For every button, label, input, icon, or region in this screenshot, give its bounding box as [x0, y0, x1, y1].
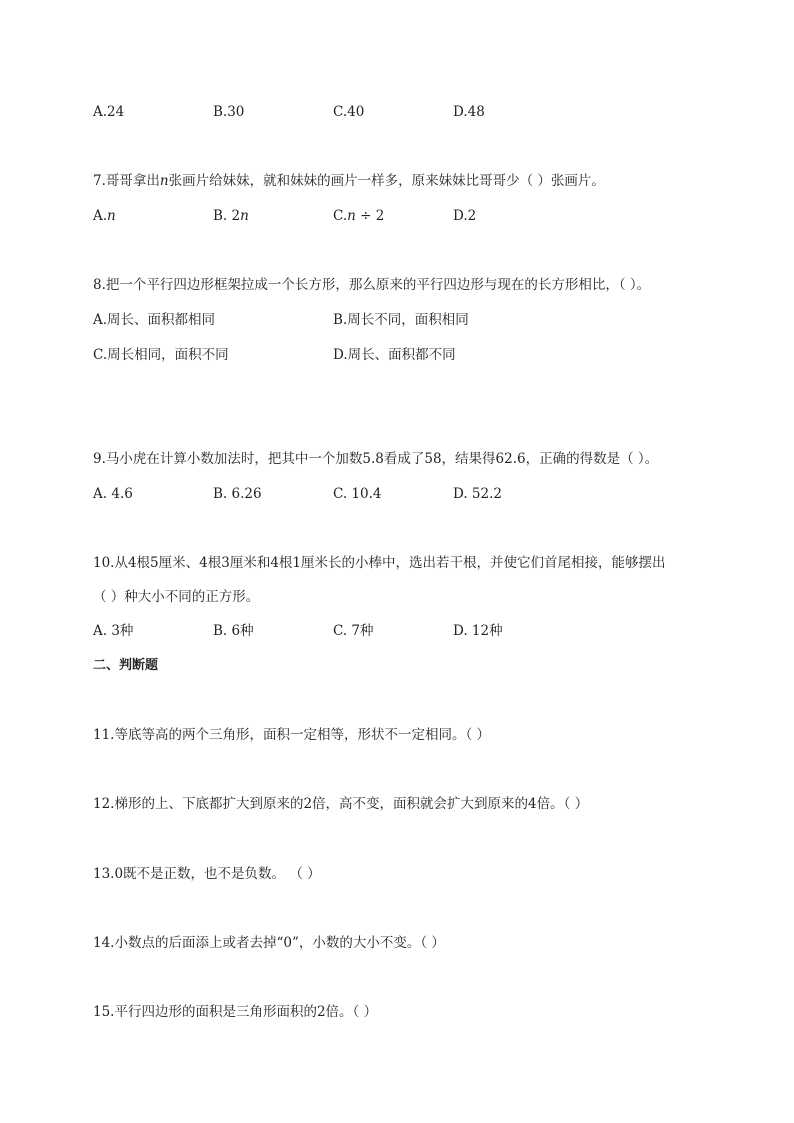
q9-option-c: C. 10.4 [333, 486, 382, 502]
q7-option-a [93, 207, 116, 225]
q8-stem: 8.把一个平行四边形框架拉成一个长方形，那么原来的平行四边形与现在的长方形相比，（ ）。 [93, 277, 651, 293]
q7-option-c [333, 207, 384, 225]
q6-option-c: C.40 [333, 104, 365, 120]
q7-option-c-variable: n [347, 208, 356, 224]
q7-stem [93, 172, 605, 190]
q9-option-b: B. 6.26 [213, 486, 262, 502]
section-title-judgment: 二、判断题 [93, 658, 159, 673]
q6-option-b: B.30 [213, 104, 245, 120]
q10-option-c: C. 7种 [333, 623, 374, 639]
q7-stem-prefix: 7.哥哥拿出 [93, 173, 160, 189]
judgment-item-11: 11.等底等高的两个三角形，面积一定相等，形状不一定相同。（ ） [93, 727, 491, 743]
q8-option-b: B.周长不同，面积相同 [333, 312, 469, 328]
q10-option-b: B. 6种 [213, 623, 254, 639]
q7-stem-variable: n [159, 173, 169, 189]
judgment-item-12: 12.梯形的上、下底都扩大到原来的2倍，高不变，面积就会扩大到原来的4倍。（ ） [93, 796, 589, 812]
judgment-item-15: 15.平行四边形的面积是三角形面积的2倍。（ ） [93, 1004, 378, 1020]
q10-stem-line2: （ ）种大小不同的正方形。 [93, 589, 260, 605]
judgment-item-13: 13.0既不是正数，也不是负数。 （ ） [93, 866, 321, 882]
q9-stem: 9.马小虎在计算小数加法时，把其中一个加数5.8看成了58，结果得62.6，正确的得数是（ ）。 [93, 451, 659, 467]
q9-option-d: D. 52.2 [453, 486, 502, 502]
q6-option-a: A.24 [93, 104, 125, 120]
q8-option-a: A.周长、面积都相同 [93, 312, 216, 328]
q7-option-b-variable: n [240, 208, 249, 224]
q7-option-d-prefix: D.2 [453, 208, 477, 224]
judgment-item-14: 14.小数点的后面添上或者去掉“0”，小数的大小不变。（ ） [93, 935, 445, 951]
q10-stem-line1: 10.从4根5厘米、4根3厘米和4根1厘米长的小棒中，选出若干根，并使它们首尾相接，能够摆出 [93, 555, 666, 571]
q7-option-a-prefix: A. [93, 208, 108, 224]
q6-option-d: D.48 [453, 104, 485, 120]
q9-option-a: A. 4.6 [93, 486, 133, 502]
q7-option-b [213, 207, 249, 225]
q7-option-c-suffix: ÷ 2 [355, 208, 385, 224]
q8-option-d: D.周长、面积都不同 [333, 347, 456, 363]
q7-option-d [453, 207, 476, 225]
q10-option-a: A. 3种 [93, 623, 134, 639]
q7-option-c-prefix: C. [333, 208, 348, 224]
q8-option-c: C.周长相同，面积不同 [93, 347, 229, 363]
q10-option-d: D. 12种 [453, 623, 503, 639]
q7-option-b-prefix: B. 2 [213, 208, 241, 224]
q7-stem-suffix: 张画片给妹妹，就和妹妹的画片一样多，原来妹妹比哥哥少（ ）张画片。 [168, 173, 605, 189]
q7-option-a-variable: n [107, 208, 116, 224]
